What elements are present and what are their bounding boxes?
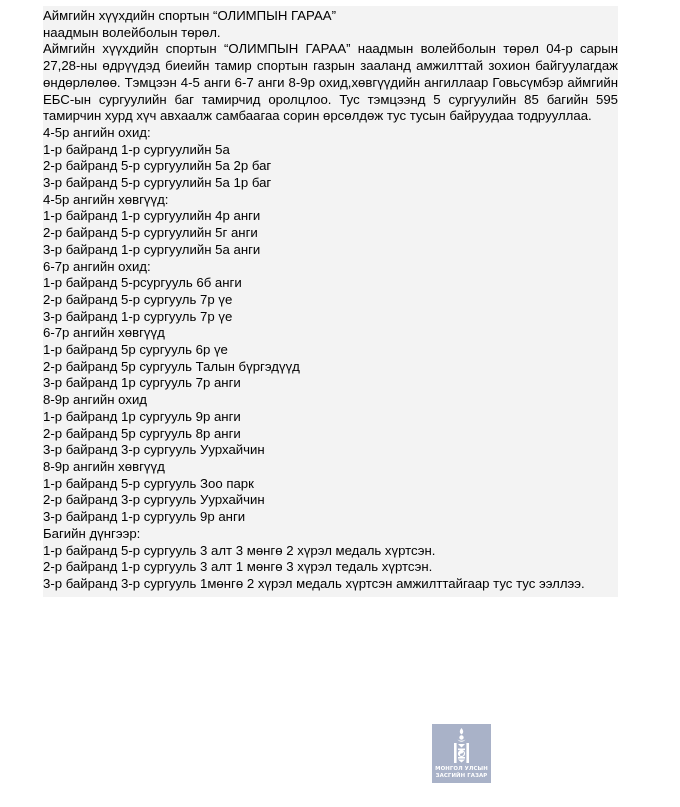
logo-text-line2: ЗАСГИЙН ГАЗАР — [435, 773, 488, 779]
result-line: 1-р байранд 1-р сургуулийн 5а — [43, 141, 230, 157]
result-line: 1-р байранд 1-р сургуулийн 4р анги — [43, 208, 261, 224]
result-line: 3-р байранд 1-р сургууль 7р үе — [43, 308, 233, 324]
result-line: 3-р байранд 1р сургууль 7р анги — [43, 375, 241, 391]
government-logo — [432, 724, 491, 783]
closing-paragraph: 3-р байранд 3-р сургууль 1мөнгө 2 хүрэл медаль хүртсэн амжилттайгаар тус тус ээллээ. — [43, 575, 585, 591]
result-line: 2-р байранд 5-р сургуулийн 5а 2р баг — [43, 158, 272, 174]
result-line: 1-р байранд 1р сургууль 9р анги — [43, 408, 241, 424]
result-line: 1-р байранд 5р сургууль 6р үе — [43, 342, 228, 358]
result-line: 2-р байранд 5-р сургууль 7р үе — [43, 291, 233, 307]
result-line: 8-9р ангийн хөвгүүд — [43, 458, 165, 474]
result-line: 2-р байранд 5-р сургуулийн 5г анги — [43, 225, 258, 241]
document-body — [43, 6, 618, 597]
result-line: 2-р байранд 3-р сургууль Уурхайчин — [43, 492, 265, 508]
result-line: 1-р байранд 5-р сургууль Зоо парк — [43, 475, 254, 491]
result-line: 3-р байранд 3-р сургууль Уурхайчин — [43, 442, 265, 458]
result-line: 2-р байранд 5р сургууль 8р анги — [43, 425, 241, 441]
logo-text-line1: МОНГОЛ УЛСЫН — [435, 766, 488, 772]
result-line: 1-р байранд 5-р сургууль 3 алт 3 мөнгө 2 хүрэл медаль хүртсэн. — [43, 542, 436, 558]
document-title: Аймгийн хүүхдийн спортын “ОЛИМПЫН ГАРАА” — [43, 8, 336, 23]
result-line: 2-р байранд 1-р сургууль 3 алт 1 мөнгө 3 хүрэл тедаль хүртсэн. — [43, 559, 433, 575]
result-line: 8-9р ангийн охид — [43, 392, 148, 408]
result-line: Багийн дүнгээр: — [43, 525, 141, 541]
result-line: 2-р байранд 5р сургууль Талын бүргэдүүд — [43, 358, 300, 374]
result-line: 4-5р ангийн охид: — [43, 124, 151, 140]
result-line: 1-р байранд 5-рсургууль 6б анги — [43, 275, 242, 291]
results-list — [43, 125, 618, 576]
document-subtitle: наадмын волейболын төрөл. — [43, 24, 221, 40]
result-line: 3-р байранд 1-р сургууль 9р анги — [43, 509, 246, 525]
result-line: 6-7р ангийн охид: — [43, 258, 151, 274]
result-line: 3-р байранд 1-р сургуулийн 5а анги — [43, 241, 261, 257]
result-line: 6-7р ангийн хөвгүүд — [43, 325, 165, 341]
result-line: 4-5р ангийн хөвгүүд: — [43, 191, 169, 207]
intro-paragraph: Аймгийн хүүхдийн спортын “ОЛИМПЫН ГАРАА” наадмын волейболын төрөл 04-р сарын 27,28-ны өдрүүдэд биеийн тамир спортын газрын заалaнд амжилттай зохион байгуулагдаж өндөрлөлөө. Тэмцээн 4-5 анги 6-7 анги 8-9р охид,хөвгүүдийн ангиллаар Говьсүмбэр аймгийн ЕБС-ын сургуулийн баг тамирчид оролцлоо. Тус тэмцээнд 5 сургуулийн 85 багийн 595 тамирчин хурд хүч авхаалж самбаагаа сорин өрсөлдөж тус тусын байруудаа тодрууллаа. — [43, 41, 618, 124]
result-line: 3-р байранд 5-р сургуулийн 5а 1р баг — [43, 175, 272, 191]
